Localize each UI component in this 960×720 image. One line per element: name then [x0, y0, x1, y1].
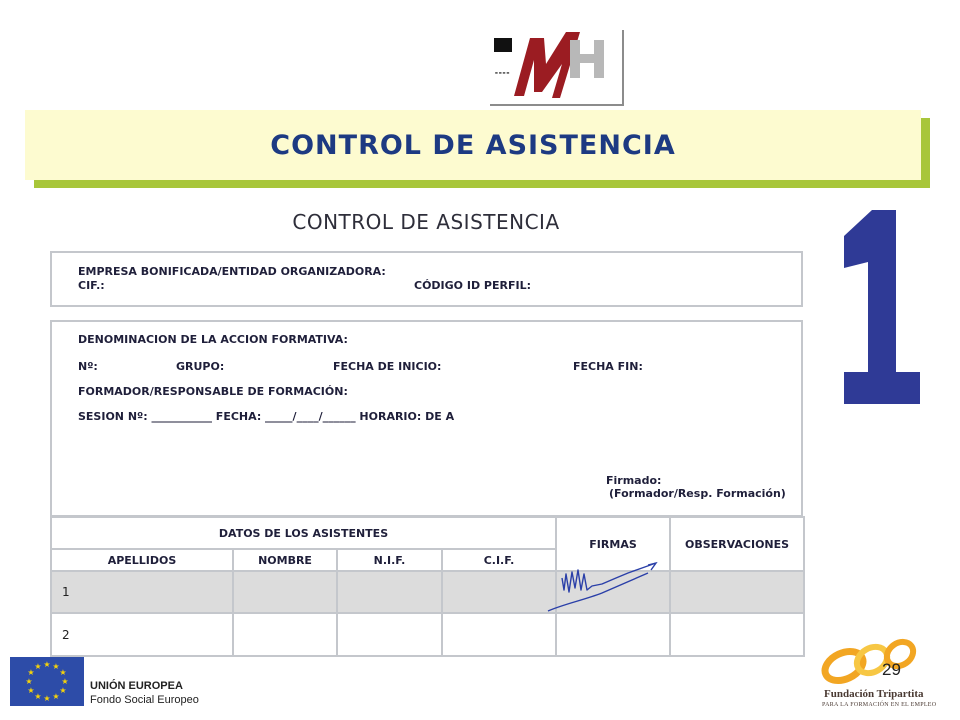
- logo-frame-right: [622, 30, 624, 106]
- svg-text:★: ★: [27, 668, 35, 677]
- cell: [337, 613, 442, 656]
- cell: [556, 613, 670, 656]
- fundacion-tag: PARA LA FORMACIÓN EN EL EMPLEO: [822, 702, 937, 708]
- firmas-header: FIRMAS: [556, 517, 670, 571]
- signature-scribble: [544, 560, 662, 616]
- cell: [442, 571, 556, 613]
- col-cif: C.I.F.: [442, 549, 556, 571]
- observaciones-header: OBSERVACIONES: [670, 517, 804, 571]
- eu-caption: [90, 679, 199, 707]
- fundacion-tripartita-logo: [820, 636, 920, 686]
- svg-text:★: ★: [52, 692, 60, 701]
- cell: [442, 613, 556, 656]
- big-number-one: [840, 206, 924, 412]
- company-label: EMPRESA BONIFICADA/ENTIDAD ORGANIZADORA:: [78, 265, 386, 278]
- svg-text:★: ★: [59, 686, 67, 695]
- attendee-table: [50, 516, 805, 657]
- big-number-shape: [840, 206, 924, 408]
- table-row: [51, 613, 804, 656]
- svg-text:★: ★: [27, 686, 35, 695]
- svg-text:★: ★: [34, 662, 42, 671]
- denominacion-label: DENOMINACION DE LA ACCION FORMATIVA:: [78, 333, 348, 346]
- row-number: 1: [51, 571, 233, 613]
- eu-flag-icon: [10, 657, 84, 706]
- col-nif: N.I.F.: [337, 549, 442, 571]
- cell: [233, 571, 337, 613]
- logo-dashes: ----: [494, 68, 510, 77]
- col-nombre: NOMBRE: [233, 549, 337, 571]
- mh-logo: [490, 24, 624, 106]
- svg-text:★: ★: [52, 662, 60, 671]
- eu-line1: UNIÓN EUROPEA: [90, 680, 183, 692]
- cif-label: CIF.:: [78, 279, 105, 292]
- fecha-inicio-label: FECHA DE INICIO:: [333, 360, 442, 373]
- cell: [670, 571, 804, 613]
- form-heading: CONTROL DE ASISTENCIA: [292, 210, 560, 234]
- codigo-label: CÓDIGO ID PERFIL:: [414, 279, 531, 292]
- slide-title: CONTROL DE ASISTENCIA: [270, 129, 676, 161]
- fundacion-name: Fundación Tripartita: [824, 688, 924, 700]
- page-number: 29: [882, 660, 901, 679]
- numero-label: Nº:: [78, 360, 98, 373]
- row-number: 2: [51, 613, 233, 656]
- datos-header: DATOS DE LOS ASISTENTES: [51, 517, 556, 549]
- svg-text:★: ★: [25, 677, 33, 686]
- fecha-fin-label: FECHA FIN:: [573, 360, 643, 373]
- svg-text:★: ★: [43, 660, 51, 669]
- cell: [670, 613, 804, 656]
- grupo-label: GRUPO:: [176, 360, 225, 373]
- logo-frame-bottom: [490, 104, 624, 106]
- svg-text:★: ★: [59, 668, 67, 677]
- col-apellidos: APELLIDOS: [51, 549, 233, 571]
- title-banner: [25, 110, 921, 180]
- sesion-label: SESION Nº: ___________ FECHA: _____/____/______ HORARIO: DE A: [78, 410, 455, 423]
- svg-text:★: ★: [61, 677, 69, 686]
- svg-text:★: ★: [43, 694, 51, 703]
- firmado-label: Firmado:: [606, 474, 662, 487]
- table-row: [51, 571, 804, 613]
- formador-label: FORMADOR/RESPONSABLE DE FORMACIÓN:: [78, 385, 348, 398]
- mh-logo-mark: [490, 24, 624, 106]
- firmado-sub-label: (Formador/Resp. Formación): [609, 487, 786, 500]
- cell: [337, 571, 442, 613]
- cell: [233, 613, 337, 656]
- table-header-row: [51, 517, 804, 549]
- eu-line2: Fondo Social Europeo: [90, 694, 199, 706]
- svg-text:★: ★: [34, 692, 42, 701]
